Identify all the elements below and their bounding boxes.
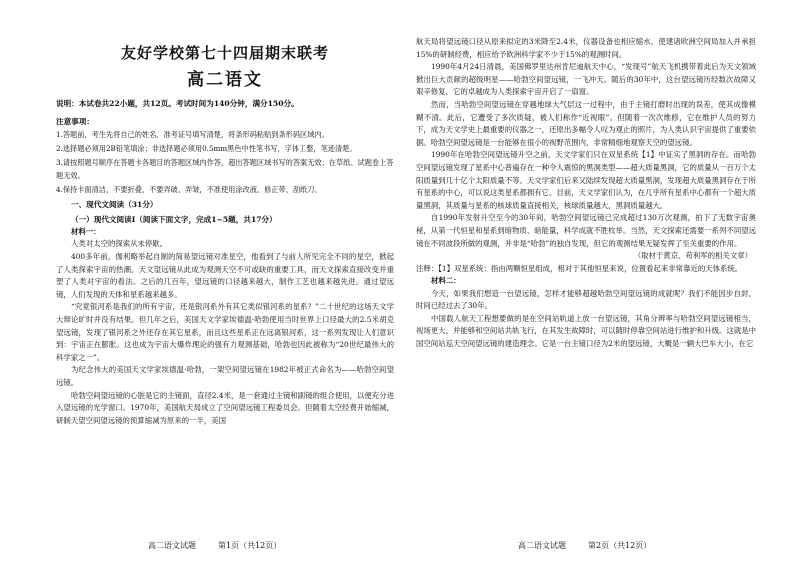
paragraph: “究竟银河系是我们的所有宇宙，还是银河系外有其它类似银河系的星系？”二十世纪的这场天文学大辩论旷时并没有结果。但几年之后，美国天文学家埃德温·哈勃使用当时世界上口径最大的2.5米胡克望远镜，发现了银河系之外还存在其它星系，而且这些星系正在远离银河系，这一系列发现让人们意识到：宇宙正在膨胀。这也成为宇宙大爆炸理论的强有力观测基础，哈勃也因此被称为“20世纪最伟大的科学家之一”。	[56, 302, 394, 362]
paragraph: 1990年4月24日清晨，美国佛罗里达州肯尼迪航天中心，“发现号”航天飞机携带着此后为天文领域掀出巨大贡献的超级明星——哈勃空间望远镜，一飞冲天。随后的30年中，这台望远镜历经数次故障又艰辛修复，它的卓越成为人类探索宇宙开启了一扇窗。	[416, 62, 756, 97]
instruction-item: 3.请按照题号顺序在答题卡各题目的答题区域内作答，超出答题区域书写的答案无效；在草纸、试题卷上答题无效。	[56, 158, 394, 180]
paragraph: 1990年在哈勃空间望远镜升空之前，天文学家们只在双星系统【1】中证实了黑洞的存在。而哈勃空间望远镜发现了星系中心普遍存在一种令人震惊的黑洞类型——超大质量黑洞，它的质量从一百万个太阳质量到几十亿个太阳质量不等。天文学家们后来又陆续发现超大质量黑洞，发现超大质量黑洞存在于所有星系的中心，可以说这类星系都拥有它。目前，天文学家们认为，在几乎所有星系中心都有一个超大质量黑洞，其质量与星系的核球质量直接相关，核球质量越大，黑洞质量越大。	[416, 150, 756, 210]
footer-subject: 高二语文试题	[518, 541, 566, 550]
footer-subject: 高二语文试题	[148, 541, 196, 550]
footer-page-number: 第1页（共12页）	[218, 541, 282, 550]
instruction-item: 4.保持卡面清洁，不要折叠，不要弄破、弄皱，不准使用涂改液、修正带、刮纸刀。	[56, 185, 322, 194]
paragraph: 航天局将望远镜口径从原来拟定的3米降至2.4米，仪器设备也相应缩水，使建诸欧洲空间局加入并承担15%的研制经费，相应给予欧洲科学家不少于15%的观测时间。	[416, 37, 756, 59]
paragraph: 400多年前，伽利略举起自制的简易望远镜对准星空，他看到了与前人所见完全不同的星空，掀起了人类探索宇宙的热潮。天文望远镜从此成为观测天空不可或缺的重要工具，而天文探索直接改变并重塑了人类对宇宙的看法。之后的几百年，望远镜的口径越来越大，制作工艺也越来越先进。通过望远镜，人们发现的天体和星系越来越多。	[56, 252, 394, 299]
footnote: 注释：【1】双星系统：指由两颗恒星组成，相对于其他恒星来说，位置看起来非常靠近的天体系统。	[416, 263, 743, 273]
page-2-content	[416, 36, 756, 351]
subsection-heading: （一）现代文阅读Ⅰ（阅读下面文字，完成1~5题，共17分）	[71, 215, 277, 224]
attention-heading: 注意事项：	[56, 117, 94, 126]
page-1-content	[56, 44, 394, 427]
page-1-footer	[148, 541, 303, 551]
paragraph: 今天，如果我们想造一台望远镜，怎样才能够超越哈勃空间望远镜的成就呢？我们不能因步自封，时间已经过去了30年。	[416, 288, 756, 311]
footer-page-number: 第2页（共12页）	[588, 541, 652, 550]
exam-subject: 高二语文	[187, 70, 263, 90]
instruction-item: 2.选择题必须用2B铅笔填涂；非选择题必须用0.5mm黑色中性笔书写，字体工整，笔迹清楚。	[56, 144, 357, 153]
exam-notice: 说明：本试卷共22小题，共12页。考试时间为140分钟，满分150分。	[56, 99, 299, 108]
page-1	[56, 0, 394, 561]
material-label: 材料二：	[431, 276, 461, 286]
page-2	[416, 0, 756, 561]
exam-title: 友好学校第七十四届期末联考	[120, 44, 329, 62]
material-label: 材料一：	[71, 227, 101, 236]
paragraph: 自1990年发射升空至今的30年间，哈勃空间望远镜已完成超过130万次观测，拍下了无数宇宙奥秘，从第一代恒星和星系到暗物质、暗能量，科学成就不胜枚举。当然，天文探索还需要一系列不同望远镜在不同波段所做的观测，并非是“哈勃”的独自发现，但它的观测结果无疑发挥了至关重要的作用。	[416, 213, 756, 248]
paragraph: 人类对太空的探索从未停歇。	[71, 239, 168, 249]
page-2-footer	[518, 541, 673, 551]
paragraph: 哈勃空间望远镜的心脏是它的主镜面，直径2.4米，是一套通过主镜和副镜的组合使用，以便充分进入望远镜的光学窗口。1970年，美国航天局成立了空间望远镜工程委员会。但随着太空经费开始缩减，研制天望空间望远镜的预算缩减为原来的一半，美国	[56, 390, 394, 425]
paragraph: 为纪念伟大的美国天文学家埃德温·哈勃，一架空间望远镜在1982年被正式命名为——哈勃空间望远镜。	[56, 365, 394, 387]
paragraph: 中国载人航天工程想要做的是在空间站轨道上放一台望远镜，其角分辨率与哈勃空间望远镜相当，视场更大，并能够和空间站共轨飞行，在其发生故障时，可以随时停靠空间站进行维护和升级。这就是中国空间站巡天空间望远镜的建造理念。它是一台主镜口径为2米的望远镜，大概是一辆大巴车大小，在它	[416, 313, 756, 349]
section-heading: 一、现代文阅读（31分）	[71, 200, 158, 209]
paragraph: 然而，当哈勃空间望远镜在穿越地球大气层这一过程中，由于主镜打磨时出现的误差，使其成像模糊不清。此后，它遭受了多次质疑，被人们称作“近视眼”。但随着一次次维修，它在维护人员的努力下，成为天文学史上最重要的仪器之一，还原出多幅令人叹为观止的照片，为人类认识宇宙提供了重要依据。哈勃空间望远镜是一台能够在很小的视野范围内，非常精细地观察天空的望远镜。	[416, 99, 756, 147]
source-attribution: （取材于黄京、苟利军的相关文章）	[633, 251, 752, 261]
instruction-item: 1.答题前，考生先将自己的姓名、准考证号填写清楚，将条形码粘贴到条形码区域内。	[56, 130, 329, 139]
